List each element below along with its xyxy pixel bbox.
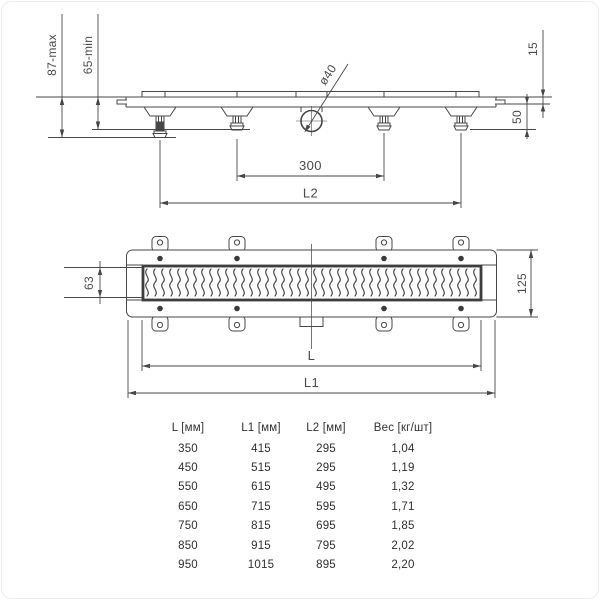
dim-65-min <box>81 14 100 130</box>
table-cell: 795 <box>316 539 336 552</box>
dim-label-63: 63 <box>82 276 96 290</box>
adjustable-foot <box>221 107 477 130</box>
side-view <box>36 14 552 208</box>
table-cell: 595 <box>316 500 336 513</box>
table-cell: 1015 <box>247 559 275 572</box>
table-row <box>146 478 446 497</box>
spec-table-body <box>146 439 446 575</box>
table-cell: 895 <box>316 559 336 572</box>
table-cell: 1,71 <box>391 500 415 513</box>
dim-l <box>142 348 481 368</box>
table-cell: 850 <box>178 539 198 552</box>
table-row <box>146 555 446 574</box>
dim-15 <box>526 30 545 118</box>
table-cell: 750 <box>178 520 198 533</box>
table-cell: 950 <box>178 559 198 572</box>
table-row <box>146 517 446 536</box>
table-cell: 415 <box>251 442 271 455</box>
dim-label-outlet-diameter: ø40 <box>315 61 340 88</box>
column-header: Вес [кг/шт] <box>373 422 433 434</box>
dim-300 <box>237 158 384 178</box>
table-cell: 350 <box>178 442 198 455</box>
dim-label-125: 125 <box>515 273 529 294</box>
table-cell: 495 <box>316 481 336 494</box>
table-cell: 1,04 <box>391 442 415 455</box>
table-cell: 695 <box>316 520 336 533</box>
table-cell: 1,19 <box>391 462 415 475</box>
table-cell: 715 <box>251 500 271 513</box>
table-cell: 815 <box>251 520 271 533</box>
table-cell: 450 <box>178 462 198 475</box>
table-cell: 295 <box>316 442 336 455</box>
table-row <box>146 439 446 458</box>
dim-l1 <box>128 375 495 395</box>
dim-50 <box>510 94 529 139</box>
dim-label-50: 50 <box>510 110 524 124</box>
table-row <box>146 458 446 477</box>
drain-grate <box>143 266 481 300</box>
table-cell: 615 <box>251 481 271 494</box>
table-row <box>146 536 446 555</box>
dim-label-l: L <box>307 348 316 363</box>
dim-label-15: 15 <box>526 42 540 56</box>
adjustable-foot-extended <box>144 107 176 138</box>
dim-125 <box>515 250 533 317</box>
column-header: L1 [мм] <box>241 422 281 434</box>
top-view <box>64 237 538 399</box>
dim-label-300: 300 <box>299 158 322 173</box>
spec-table <box>146 417 446 575</box>
table-cell: 915 <box>251 539 271 552</box>
table-cell: 2,02 <box>391 539 415 552</box>
table-cell: 2,20 <box>391 559 415 572</box>
table-cell: 650 <box>178 500 198 513</box>
grate-edge-strip <box>142 92 479 98</box>
dim-87-max <box>45 14 64 138</box>
dim-label-87-max: 87-max <box>45 34 59 76</box>
spec-table-header-row <box>146 417 446 439</box>
reference-lines <box>36 97 552 208</box>
dim-label-65-min: 65-min <box>81 35 95 75</box>
dim-label-l1: L1 <box>303 375 320 390</box>
table-cell: 1,32 <box>391 481 415 494</box>
table-row <box>146 497 446 516</box>
table-cell: 1,85 <box>391 520 415 533</box>
column-header: L2 [мм] <box>306 422 346 434</box>
table-cell: 515 <box>251 462 271 475</box>
dim-label-l2: L2 <box>302 185 319 201</box>
column-header: L [мм] <box>171 422 205 434</box>
table-cell: 295 <box>316 462 336 475</box>
table-cell: 550 <box>178 481 198 494</box>
dim-l2 <box>160 186 461 206</box>
